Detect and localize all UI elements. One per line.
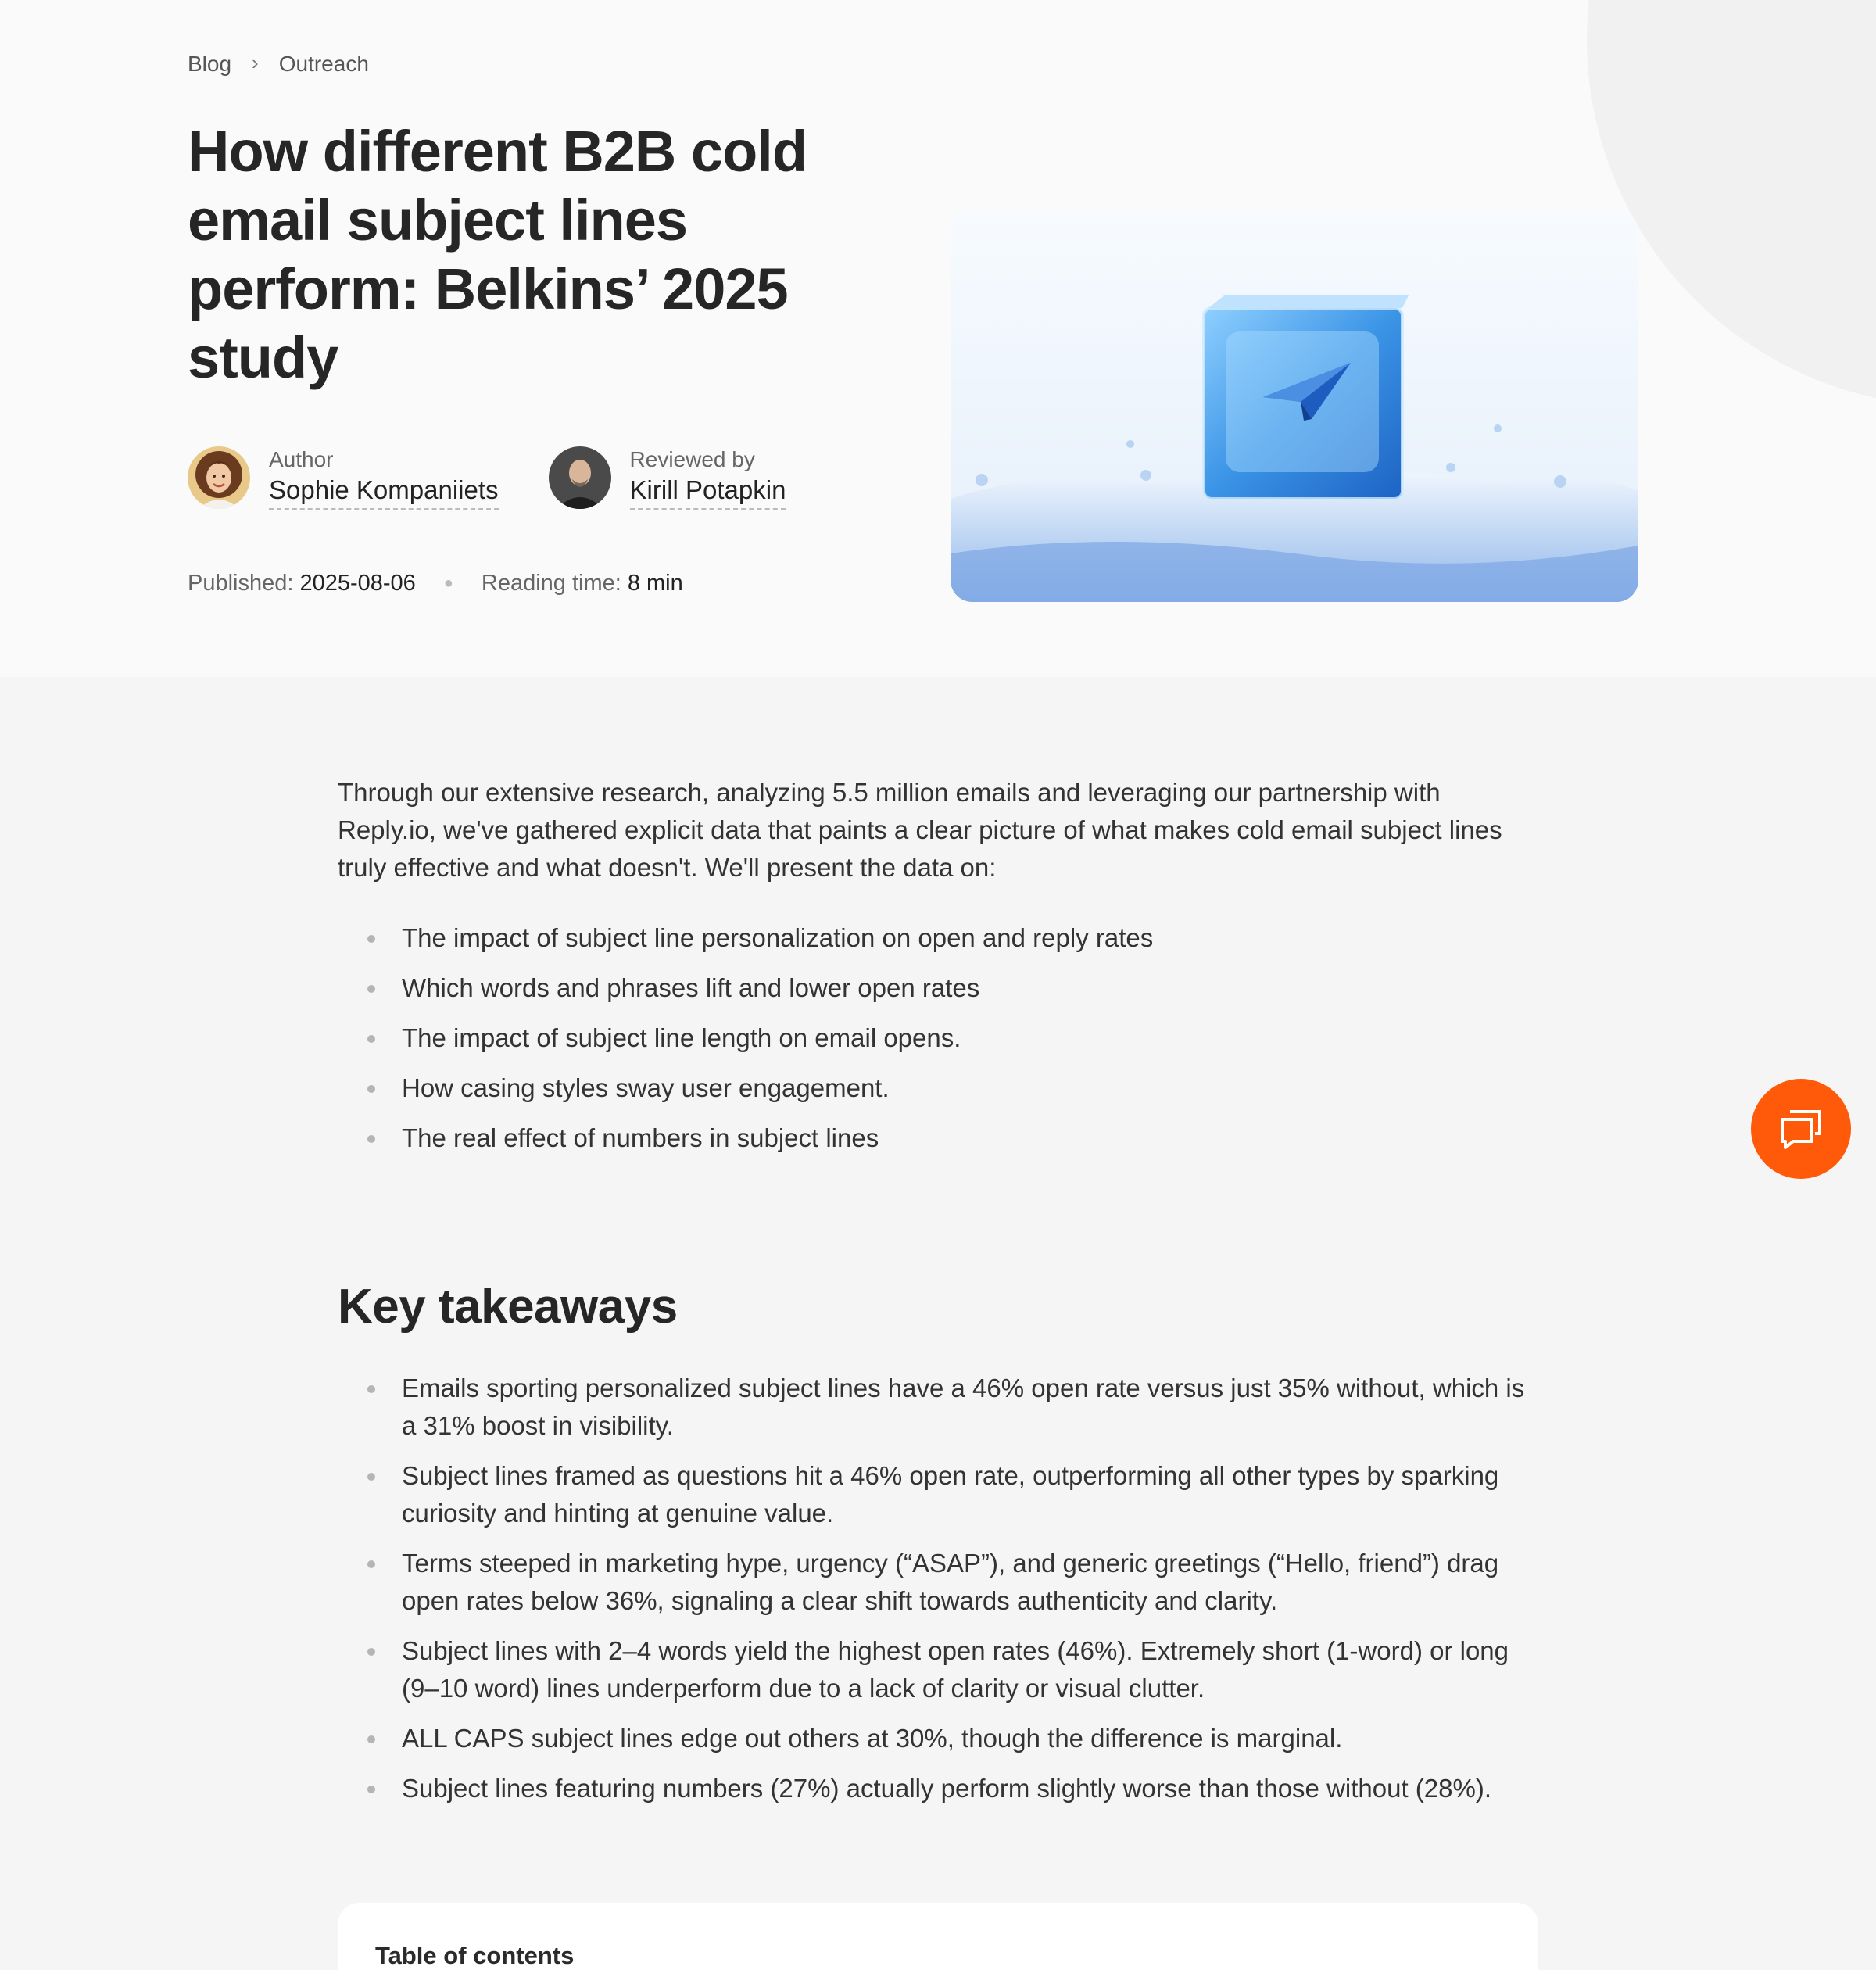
meta-separator: ● — [443, 574, 453, 592]
key-takeaways-list — [338, 1370, 1541, 1807]
published-date: 2025-08-06 — [299, 570, 416, 596]
intro-paragraph: Through our extensive research, analyzing 5.5 million emails and leveraging our partnership with Reply.io, we've gathered explicit data that paints a clear picture of what makes cold email subject lines truly effective and what doesn't. We'll present the data on: — [338, 778, 1502, 882]
list-item: Which words and phrases lift and lower open rates — [338, 969, 1541, 1007]
breadcrumb-blog[interactable]: Blog — [188, 52, 232, 76]
breadcrumb — [188, 50, 369, 78]
article-hero — [0, 0, 1876, 677]
article-meta — [188, 568, 683, 599]
list-item: The real effect of numbers in subject lines — [338, 1119, 1541, 1157]
list-item: Subject lines framed as questions hit a 46% open rate, outperforming all other types by sparking curiosity and hinting at genuine value. — [338, 1457, 1541, 1532]
author-label: Author — [269, 447, 334, 471]
list-item: Subject lines with 2–4 words yield the highest open rates (46%). Extremely short (1-word) or long (9–10 word) lines underperform due to a lack of clarity or visual clutter. — [338, 1632, 1541, 1707]
list-item: Subject lines featuring numbers (27%) actually perform slightly worse than those without (28%). — [338, 1770, 1541, 1807]
reading-time-label: Reading time: — [481, 570, 621, 596]
list-item: Emails sporting personalized subject lines have a 46% open rate versus just 35% without, which is a 31% boost in visibility. — [338, 1370, 1541, 1445]
reviewer-avatar — [549, 446, 611, 509]
reviewer-label: Reviewed by — [629, 447, 755, 471]
reading-time-value: 8 min — [627, 570, 683, 596]
list-item: ALL CAPS subject lines edge out others at 30%, though the difference is marginal. — [338, 1720, 1541, 1757]
list-item: How casing styles sway user engagement. — [338, 1069, 1541, 1107]
toc-title[interactable]: Table of contents — [375, 1942, 575, 1969]
chevron-right-icon: › — [252, 50, 259, 74]
table-of-contents — [338, 1903, 1538, 1970]
author-block — [188, 446, 499, 510]
key-takeaways-heading: Key takeaways — [338, 1280, 678, 1334]
list-item: The impact of subject line length on email opens. — [338, 1019, 1541, 1057]
chat-button[interactable] — [1751, 1079, 1851, 1179]
reviewer-name-link[interactable]: Kirill Potapkin — [630, 474, 786, 510]
author-avatar — [188, 446, 250, 509]
published-label: Published: — [188, 570, 294, 596]
breadcrumb-outreach[interactable]: Outreach — [278, 52, 369, 76]
article-body — [338, 774, 1541, 1820]
author-name-link[interactable]: Sophie Kompaniiets — [269, 474, 499, 510]
hero-image — [951, 210, 1638, 602]
article-credits — [188, 446, 786, 510]
intro-list — [338, 919, 1541, 1157]
chat-bubbles-icon — [1776, 1104, 1826, 1154]
list-item: Terms steeped in marketing hype, urgency (“ASAP”), and generic greetings (“Hello, friend”) drag open rates below 36%, signaling a clear shift towards authenticity and clarity. — [338, 1545, 1541, 1620]
page-title: How different B2B cold email subject lines perform: Belkins’ 2025 study — [188, 119, 807, 390]
reviewer-block — [549, 446, 786, 510]
list-item: The impact of subject line personalization on open and reply rates — [338, 919, 1541, 957]
